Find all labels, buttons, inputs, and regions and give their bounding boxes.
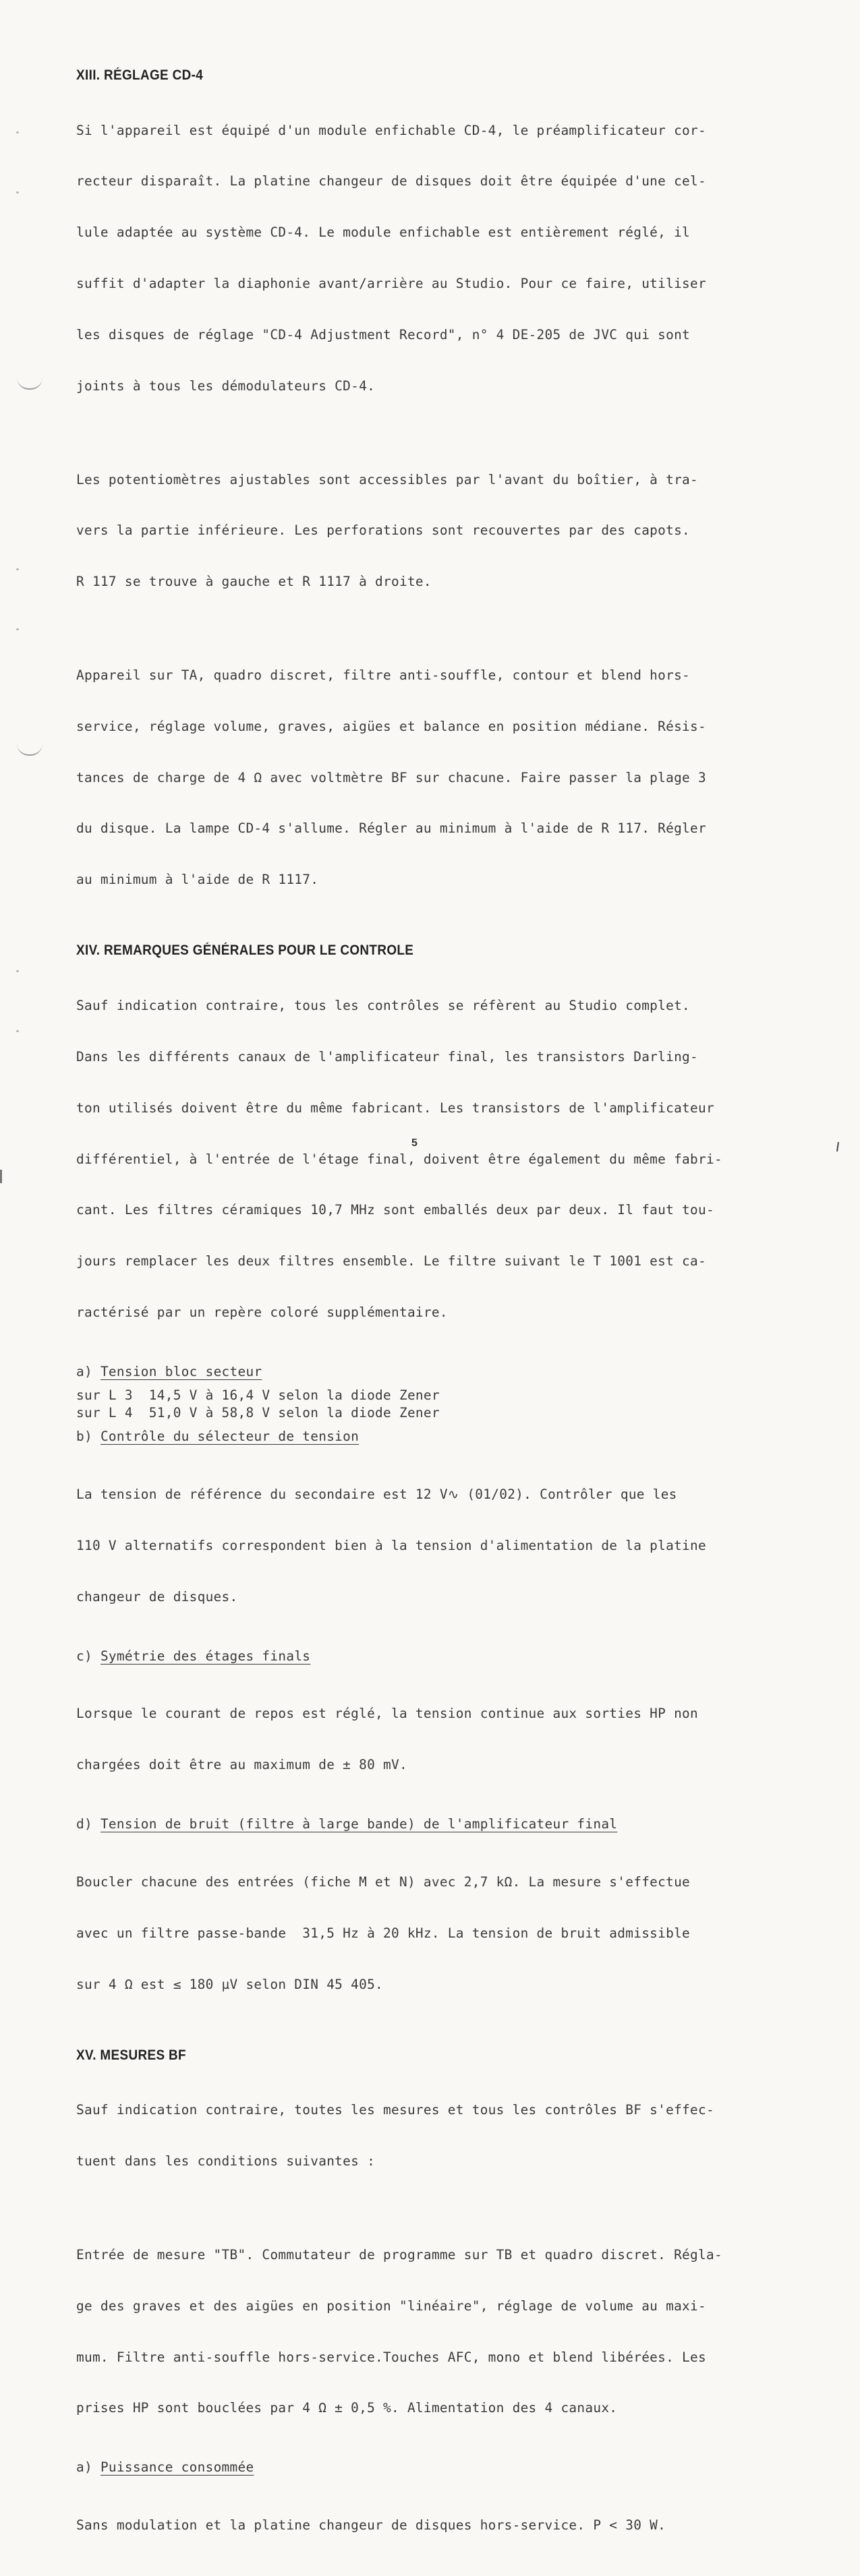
subsection-title: Symétrie des étages finals <box>100 1648 311 1664</box>
section-15-paragraph-1 <box>76 2068 757 2204</box>
subsection-label: b) <box>76 1428 92 1444</box>
text-line: 110 V alternatifs correspondent bien à la tension d'alimentation de la platine <box>76 1537 706 1553</box>
text-line: vers la partie inférieure. Les perforations sont recouvertes par des capots. <box>76 522 691 539</box>
section-14-paragraph-1 <box>76 963 757 1355</box>
text-line: Sans modulation et la platine changeur de disques hors-service. P < 30 W. <box>76 2517 666 2534</box>
text-line: Boucler chacune des entrées (fiche M et N) avec 2,7 kΩ. La mesure s'effectue <box>76 1874 691 1890</box>
subsection-b-heading <box>76 1428 757 1445</box>
subsection-label: c) <box>76 1648 92 1664</box>
subsection-c-heading <box>76 1648 757 1665</box>
zener-voltage-lines <box>76 1387 757 1421</box>
subsection-title: Tension bloc secteur <box>100 1364 262 1380</box>
section-14-title: XIV. REMARQUES GÉNÉRALES POUR LE CONTROLE <box>76 942 414 959</box>
section-15-title: XV. MESURES BF <box>76 2047 186 2063</box>
text-line: La tension de référence du secondaire est 12 V∿ (01/02). Contrôler que les <box>76 1486 677 1502</box>
subsection-a-heading <box>76 2459 757 2476</box>
section-13-paragraph-3 <box>76 632 757 922</box>
text-line: sur L 3 14,5 V à 16,4 V selon la diode Zener <box>76 1387 440 1404</box>
subsection-a-text <box>76 2483 757 2568</box>
subsection-a-heading <box>76 1363 757 1380</box>
text-line: sur L 4 51,0 V à 58,8 V selon la diode Zener <box>76 1404 440 1420</box>
subsection-title: Contrôle du sélecteur de tension <box>100 1428 360 1444</box>
subsection-label: a) <box>76 1364 92 1380</box>
text-line: Sauf indication contraire, toutes les mesures et tous les contrôles BF s'effec- <box>76 2102 714 2118</box>
text-line: du disque. La lampe CD-4 s'allume. Régler au minimum à l'aide de R 117. Régler <box>76 820 706 837</box>
text-line: changeur de disques. <box>76 1588 238 1605</box>
text-line: Si l'appareil est équipé d'un module enfichable CD-4, le préamplificateur cor- <box>76 122 706 138</box>
text-line: suffit d'adapter la diaphonie avant/arrière au Studio. Pour ce faire, utiliser <box>76 276 706 292</box>
text-line: Sauf indication contraire, tous les contrôles se réfèrent au Studio complet. <box>76 997 691 1013</box>
subsection-d-text <box>76 1840 757 2027</box>
text-line: joints à tous les démodulateurs CD-4. <box>76 378 376 394</box>
text-line: les disques de réglage "CD-4 Adjustment Record", n° 4 DE-205 de JVC qui sont <box>76 327 691 343</box>
page-number: 5 <box>411 1137 418 1149</box>
text-line: ractérisé par un repère coloré supplémentaire. <box>76 1305 448 1321</box>
subsection-b-text <box>76 1451 757 1639</box>
text-line: mum. Filtre anti-souffle hors-service.Touches AFC, mono et blend libérées. Les <box>76 2349 706 2365</box>
subsection-title: Tension de bruit (filtre à large bande) de l'amplificateur final <box>100 1816 618 1832</box>
text-line: service, réglage volume, graves, aigües et balance en position médiane. Résis- <box>76 718 706 734</box>
text-line: lule adaptée au système CD-4. Le module enfichable est entièrement réglé, il <box>76 224 691 241</box>
text-line: sur 4 Ω est ≤ 180 µV selon DIN 45 405. <box>76 1976 384 1992</box>
text-line: Les potentiomètres ajustables sont accessibles par l'avant du boîtier, à tra- <box>76 471 699 487</box>
section-13-paragraph-2 <box>76 437 757 624</box>
text-line: recteur disparaît. La platine changeur de disques doit être équipée d'une cel- <box>76 173 706 189</box>
subsection-label: d) <box>76 1816 92 1832</box>
text-line: ton utilisés doivent être du même fabricant. Les transistors de l'amplificateur <box>76 1100 714 1116</box>
document-page <box>76 66 757 2576</box>
text-line: au minimum à l'aide de R 1117. <box>76 872 319 888</box>
text-line: Appareil sur TA, quadro discret, filtre anti-souffle, contour et blend hors- <box>76 667 691 683</box>
section-15-paragraph-2 <box>76 2212 757 2451</box>
text-line: jours remplacer les deux filtres ensemble. Le filtre suivant le T 1001 est ca- <box>76 1253 706 1269</box>
text-line: Entrée de mesure "TB". Commutateur de programme sur TB et quadro discret. Régla- <box>76 2246 722 2263</box>
text-line: prises HP sont bouclées par 4 Ω ± 0,5 %. Alimentation des 4 canaux. <box>76 2400 618 2416</box>
subsection-title: Puissance consommée <box>100 2459 254 2476</box>
text-line: Dans les différents canaux de l'amplificateur final, les transistors Darling- <box>76 1048 699 1065</box>
text-line: différentiel, à l'entrée de l'étage final, doivent être également du même fabri- <box>76 1151 722 1167</box>
subsection-label: a) <box>76 2459 92 2476</box>
text-line: R 117 se trouve à gauche et R 1117 à droite. <box>76 574 432 590</box>
text-line: Lorsque le courant de repos est réglé, la tension continue aux sorties HP non <box>76 1706 699 1722</box>
text-line: cant. Les filtres céramiques 10,7 MHz sont emballés deux par deux. Il faut tou- <box>76 1202 714 1218</box>
text-line: avec un filtre passe-bande 31,5 Hz à 20 kHz. La tension de bruit admissible <box>76 1925 691 1941</box>
text-line: ge des graves et des aigües en position "linéaire", réglage de volume au maxi- <box>76 2298 706 2314</box>
text-line: chargées doit être au maximum de ± 80 mV. <box>76 1757 407 1773</box>
subsection-d-heading <box>76 1816 757 1832</box>
section-13-paragraph-1 <box>76 88 757 429</box>
text-line: tuent dans les conditions suivantes : <box>76 2153 376 2169</box>
subsection-c-text <box>76 1671 757 1807</box>
text-line: tances de charge de 4 Ω avec voltmètre BF sur chacune. Faire passer la plage 3 <box>76 769 706 785</box>
section-13-title: XIII. RÉGLAGE CD-4 <box>76 67 204 83</box>
